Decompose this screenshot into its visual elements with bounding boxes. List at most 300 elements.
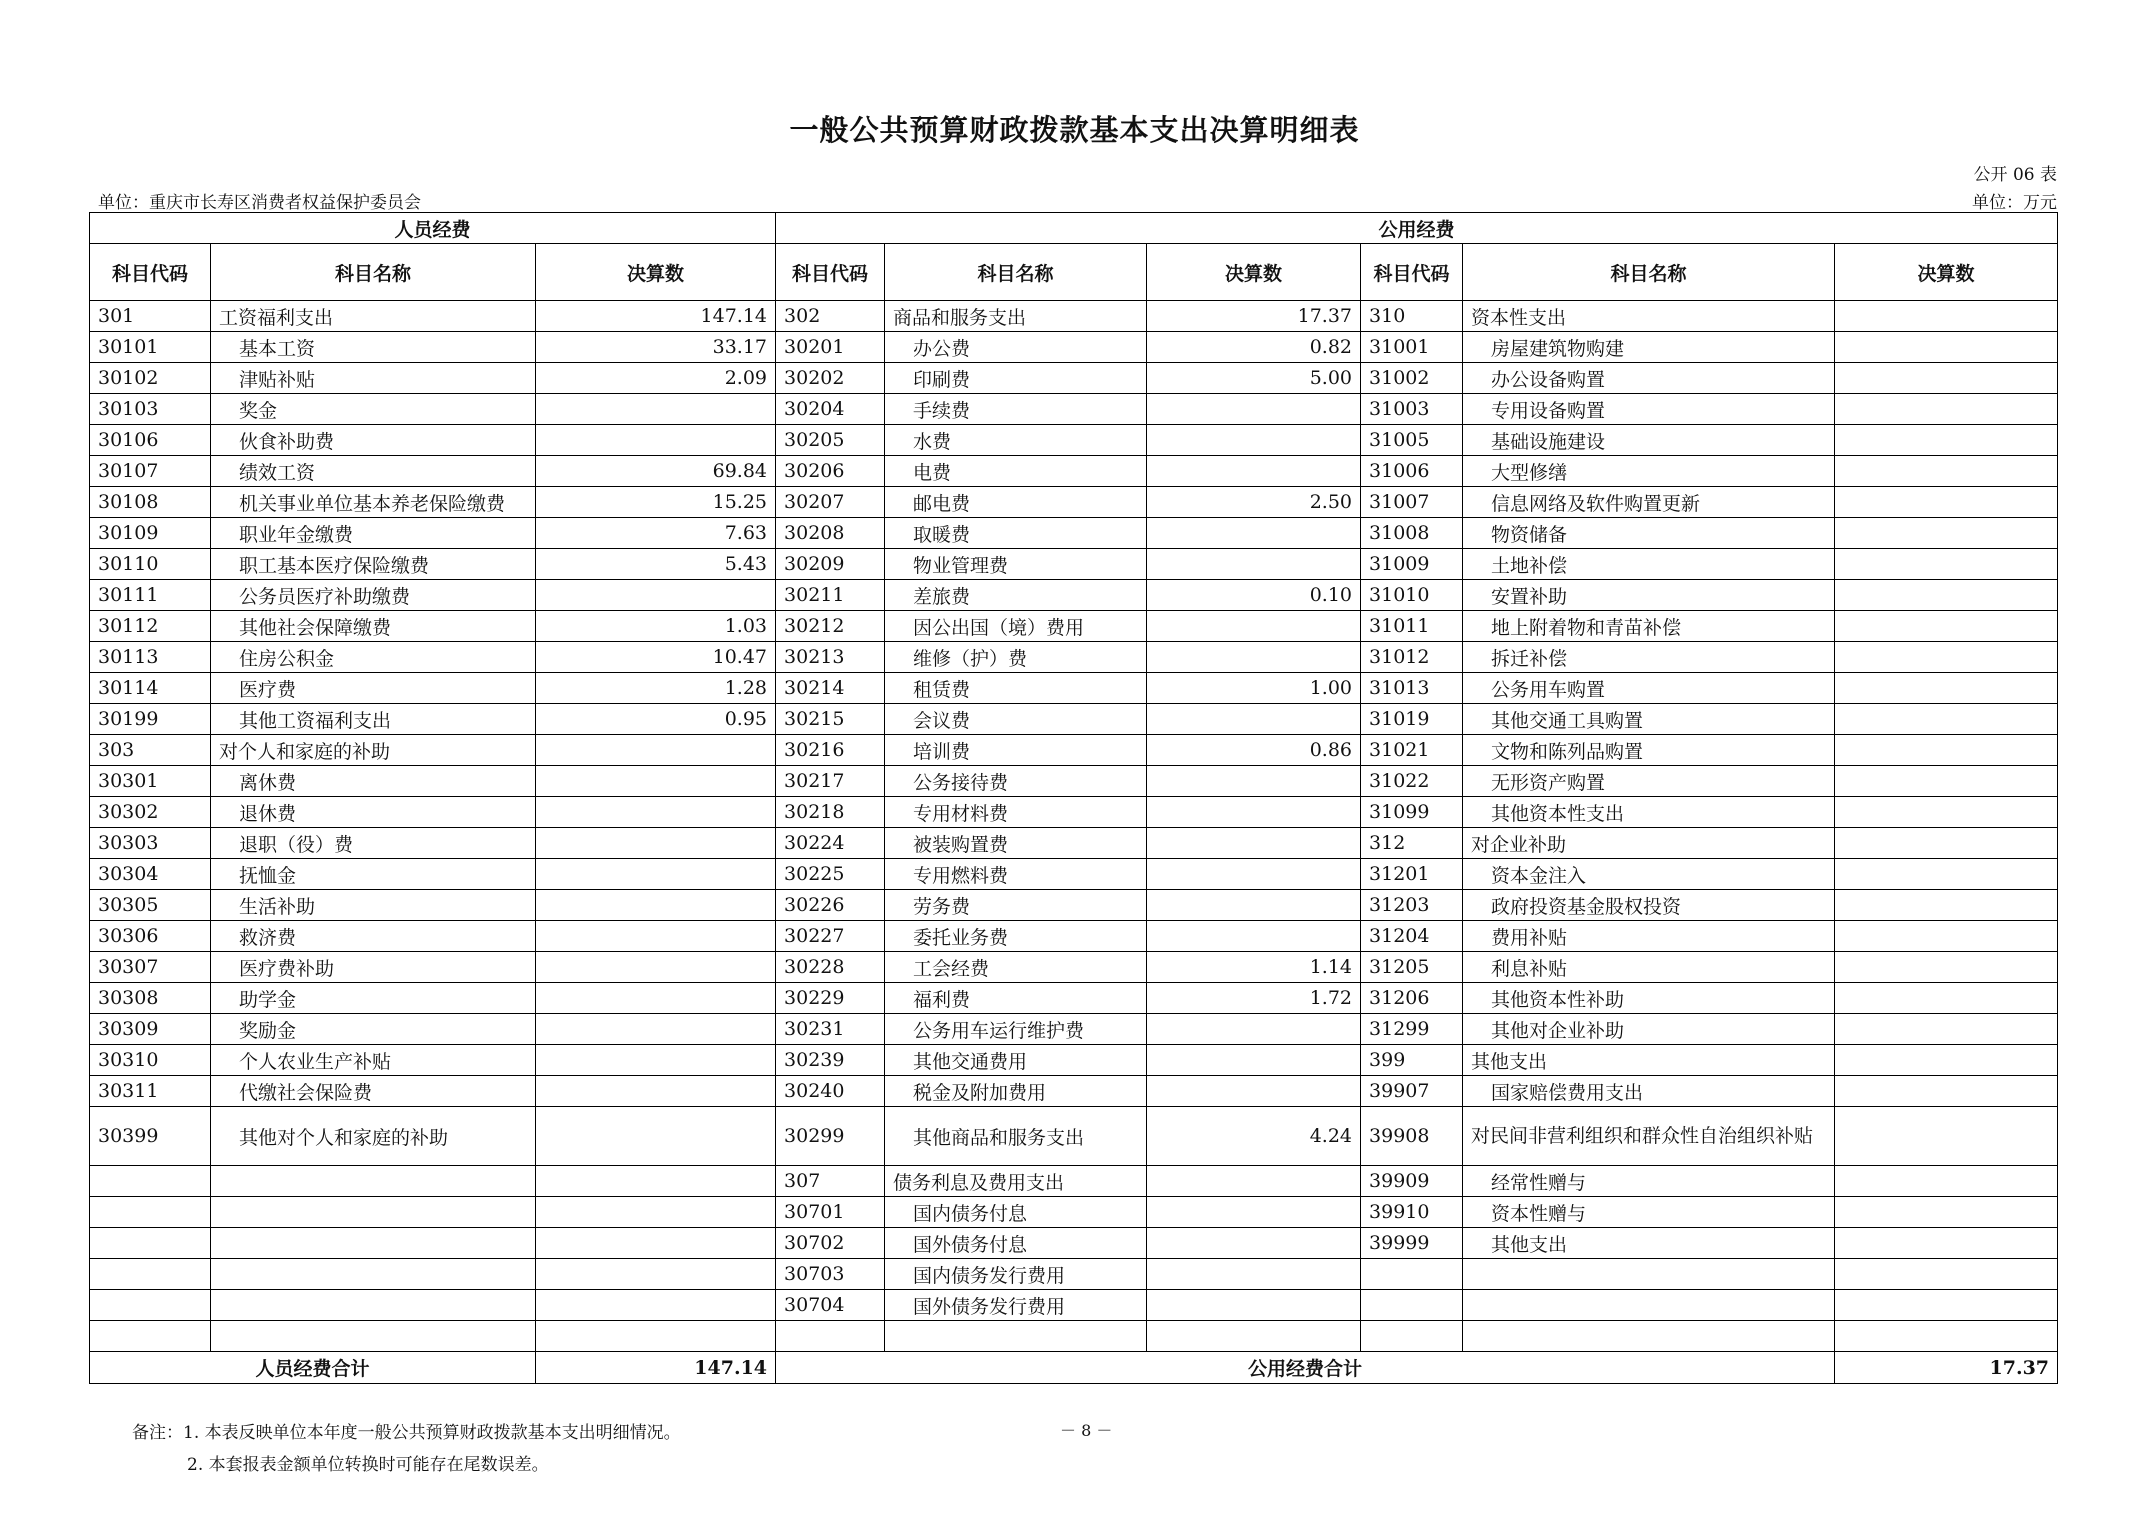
amount bbox=[536, 983, 776, 1014]
table-row bbox=[90, 890, 2058, 921]
amount bbox=[536, 766, 776, 797]
amount bbox=[1147, 642, 1361, 673]
subject-name: 机关事业单位基本养老保险缴费 bbox=[211, 487, 536, 518]
subject-code: 312 bbox=[1361, 828, 1463, 859]
subject-name: 会议费 bbox=[885, 704, 1147, 735]
table-row bbox=[90, 1197, 2058, 1228]
amount bbox=[1147, 1166, 1361, 1197]
currency-unit: 单位：万元 bbox=[1972, 193, 2057, 213]
amount: 0.95 bbox=[536, 704, 776, 735]
subject-code: 30113 bbox=[90, 642, 211, 673]
amount bbox=[1835, 549, 2058, 580]
subject-code: 39907 bbox=[1361, 1076, 1463, 1107]
subject-name: 职工基本医疗保险缴费 bbox=[211, 549, 536, 580]
amount bbox=[536, 890, 776, 921]
subject-code: 30704 bbox=[776, 1290, 885, 1321]
amount bbox=[1147, 828, 1361, 859]
table-row bbox=[90, 1107, 2058, 1166]
subject-name: 文物和陈列品购置 bbox=[1463, 735, 1835, 766]
page-number: － 8 － bbox=[1060, 1421, 1113, 1440]
amount bbox=[1835, 704, 2058, 735]
subject-code: 30107 bbox=[90, 456, 211, 487]
amount bbox=[536, 1076, 776, 1107]
subject-name: 被装购置费 bbox=[885, 828, 1147, 859]
subject-code: 39909 bbox=[1361, 1166, 1463, 1197]
amount bbox=[536, 952, 776, 983]
subject-code bbox=[1361, 1321, 1463, 1352]
subject-code: 30211 bbox=[776, 580, 885, 611]
subject-code bbox=[1361, 1290, 1463, 1321]
subject-name: 退职（役）费 bbox=[211, 828, 536, 859]
subject-code: 39908 bbox=[1361, 1107, 1463, 1166]
amount bbox=[1147, 549, 1361, 580]
amount bbox=[1147, 859, 1361, 890]
subject-name: 商品和服务支出 bbox=[885, 301, 1147, 332]
subject-name bbox=[211, 1166, 536, 1197]
amount bbox=[1835, 363, 2058, 394]
subject-code: 30304 bbox=[90, 859, 211, 890]
subject-name: 手续费 bbox=[885, 394, 1147, 425]
subject-name: 费用补贴 bbox=[1463, 921, 1835, 952]
subject-code bbox=[90, 1166, 211, 1197]
amount bbox=[1835, 332, 2058, 363]
subject-name: 物业管理费 bbox=[885, 549, 1147, 580]
amount bbox=[1835, 952, 2058, 983]
subject-code: 31006 bbox=[1361, 456, 1463, 487]
amount bbox=[1147, 518, 1361, 549]
subject-code: 31206 bbox=[1361, 983, 1463, 1014]
amount bbox=[1835, 518, 2058, 549]
subject-name: 代缴社会保险费 bbox=[211, 1076, 536, 1107]
subject-name bbox=[885, 1321, 1147, 1352]
subject-code: 30103 bbox=[90, 394, 211, 425]
subject-code: 31005 bbox=[1361, 425, 1463, 456]
subject-name: 劳务费 bbox=[885, 890, 1147, 921]
subject-name: 委托业务费 bbox=[885, 921, 1147, 952]
subject-code: 30101 bbox=[90, 332, 211, 363]
subject-code: 30231 bbox=[776, 1014, 885, 1045]
subject-code: 30208 bbox=[776, 518, 885, 549]
table-row bbox=[90, 301, 2058, 332]
amount: 5.00 bbox=[1147, 363, 1361, 394]
column-header-code: 科目代码 bbox=[1361, 244, 1463, 301]
reporting-unit: 单位：重庆市长寿区消费者权益保护委员会 bbox=[98, 193, 421, 213]
subject-name: 助学金 bbox=[211, 983, 536, 1014]
subject-code: 30224 bbox=[776, 828, 885, 859]
subject-name: 税金及附加费用 bbox=[885, 1076, 1147, 1107]
amount: 33.17 bbox=[536, 332, 776, 363]
subject-name: 救济费 bbox=[211, 921, 536, 952]
subject-code: 30311 bbox=[90, 1076, 211, 1107]
subject-code: 31299 bbox=[1361, 1014, 1463, 1045]
subject-code: 30306 bbox=[90, 921, 211, 952]
table-row bbox=[90, 487, 2058, 518]
subject-code bbox=[90, 1321, 211, 1352]
subject-name bbox=[211, 1290, 536, 1321]
amount bbox=[1147, 704, 1361, 735]
subject-name: 其他社会保障缴费 bbox=[211, 611, 536, 642]
subject-name: 其他资本性支出 bbox=[1463, 797, 1835, 828]
subject-code: 30202 bbox=[776, 363, 885, 394]
subject-name: 工会经费 bbox=[885, 952, 1147, 983]
subject-code: 31021 bbox=[1361, 735, 1463, 766]
amount: 5.43 bbox=[536, 549, 776, 580]
table-row bbox=[90, 921, 2058, 952]
table-row bbox=[90, 1076, 2058, 1107]
subject-code: 399 bbox=[1361, 1045, 1463, 1076]
subject-name: 租赁费 bbox=[885, 673, 1147, 704]
subject-name: 拆迁补偿 bbox=[1463, 642, 1835, 673]
amount bbox=[1835, 1045, 2058, 1076]
subject-code: 30309 bbox=[90, 1014, 211, 1045]
subject-name: 基本工资 bbox=[211, 332, 536, 363]
form-number: 公开 06 表 bbox=[1973, 165, 2057, 185]
subject-name: 住房公积金 bbox=[211, 642, 536, 673]
subject-code: 31013 bbox=[1361, 673, 1463, 704]
subject-code: 31007 bbox=[1361, 487, 1463, 518]
subject-name: 公务接待费 bbox=[885, 766, 1147, 797]
amount bbox=[1147, 1259, 1361, 1290]
amount bbox=[1147, 425, 1361, 456]
table-row bbox=[90, 363, 2058, 394]
amount bbox=[1835, 487, 2058, 518]
subject-name: 维修（护）费 bbox=[885, 642, 1147, 673]
amount: 1.72 bbox=[1147, 983, 1361, 1014]
subject-name: 差旅费 bbox=[885, 580, 1147, 611]
subject-name: 邮电费 bbox=[885, 487, 1147, 518]
amount bbox=[1835, 1197, 2058, 1228]
subject-code: 30240 bbox=[776, 1076, 885, 1107]
subject-name bbox=[1463, 1259, 1835, 1290]
subject-code: 30209 bbox=[776, 549, 885, 580]
amount bbox=[1835, 1228, 2058, 1259]
subject-name: 其他对个人和家庭的补助 bbox=[211, 1107, 536, 1166]
subject-code: 31010 bbox=[1361, 580, 1463, 611]
subject-code: 301 bbox=[90, 301, 211, 332]
amount bbox=[1835, 1290, 2058, 1321]
amount: 4.24 bbox=[1147, 1107, 1361, 1166]
table-row bbox=[90, 766, 2058, 797]
subject-code: 30299 bbox=[776, 1107, 885, 1166]
subject-code: 30301 bbox=[90, 766, 211, 797]
subject-name: 取暖费 bbox=[885, 518, 1147, 549]
subject-name: 信息网络及软件购置更新 bbox=[1463, 487, 1835, 518]
table-row bbox=[90, 704, 2058, 735]
subject-name: 土地补偿 bbox=[1463, 549, 1835, 580]
amount: 15.25 bbox=[536, 487, 776, 518]
subject-name: 国外债务发行费用 bbox=[885, 1290, 1147, 1321]
subject-name bbox=[211, 1259, 536, 1290]
subject-code: 31011 bbox=[1361, 611, 1463, 642]
subject-code: 30112 bbox=[90, 611, 211, 642]
amount bbox=[536, 797, 776, 828]
subject-code: 30213 bbox=[776, 642, 885, 673]
subject-name: 其他交通费用 bbox=[885, 1045, 1147, 1076]
amount: 2.09 bbox=[536, 363, 776, 394]
subject-code: 30305 bbox=[90, 890, 211, 921]
table-row bbox=[90, 983, 2058, 1014]
subject-code bbox=[90, 1228, 211, 1259]
subject-name: 职业年金缴费 bbox=[211, 518, 536, 549]
subject-name: 医疗费 bbox=[211, 673, 536, 704]
public-total-label: 公用经费合计 bbox=[776, 1352, 1835, 1384]
amount bbox=[1147, 1197, 1361, 1228]
subject-name: 地上附着物和青苗补偿 bbox=[1463, 611, 1835, 642]
subject-name: 利息补贴 bbox=[1463, 952, 1835, 983]
subject-name: 物资储备 bbox=[1463, 518, 1835, 549]
amount: 10.47 bbox=[536, 642, 776, 673]
column-header-code: 科目代码 bbox=[776, 244, 885, 301]
subject-name: 政府投资基金股权投资 bbox=[1463, 890, 1835, 921]
subject-name: 对个人和家庭的补助 bbox=[211, 735, 536, 766]
amount bbox=[1147, 456, 1361, 487]
table-row bbox=[90, 1228, 2058, 1259]
column-header-amount: 决算数 bbox=[536, 244, 776, 301]
subject-name: 债务利息及费用支出 bbox=[885, 1166, 1147, 1197]
amount bbox=[536, 1290, 776, 1321]
subject-code: 39910 bbox=[1361, 1197, 1463, 1228]
amount bbox=[1835, 642, 2058, 673]
subject-name: 经常性赠与 bbox=[1463, 1166, 1835, 1197]
subject-name: 资本性赠与 bbox=[1463, 1197, 1835, 1228]
amount: 0.10 bbox=[1147, 580, 1361, 611]
amount bbox=[536, 1197, 776, 1228]
subject-name: 无形资产购置 bbox=[1463, 766, 1835, 797]
totals-row bbox=[90, 1352, 2058, 1384]
table-row bbox=[90, 828, 2058, 859]
amount bbox=[1835, 673, 2058, 704]
amount: 1.14 bbox=[1147, 952, 1361, 983]
amount bbox=[536, 1045, 776, 1076]
subject-code: 30701 bbox=[776, 1197, 885, 1228]
subject-code: 302 bbox=[776, 301, 885, 332]
subject-name: 工资福利支出 bbox=[211, 301, 536, 332]
table-row bbox=[90, 456, 2058, 487]
subject-name: 其他支出 bbox=[1463, 1228, 1835, 1259]
table-row bbox=[90, 332, 2058, 363]
amount bbox=[1147, 921, 1361, 952]
subject-name: 离休费 bbox=[211, 766, 536, 797]
subject-code bbox=[776, 1321, 885, 1352]
public-total-value: 17.37 bbox=[1835, 1352, 2058, 1384]
amount: 1.03 bbox=[536, 611, 776, 642]
amount bbox=[1835, 301, 2058, 332]
subject-name: 办公费 bbox=[885, 332, 1147, 363]
subject-code: 30225 bbox=[776, 859, 885, 890]
subject-code: 30102 bbox=[90, 363, 211, 394]
column-header-amount: 决算数 bbox=[1147, 244, 1361, 301]
table-row bbox=[90, 611, 2058, 642]
amount bbox=[536, 1166, 776, 1197]
amount bbox=[1147, 611, 1361, 642]
amount bbox=[1147, 1290, 1361, 1321]
subject-code: 30109 bbox=[90, 518, 211, 549]
column-header-name: 科目名称 bbox=[1463, 244, 1835, 301]
personnel-total-value: 147.14 bbox=[536, 1352, 776, 1384]
subject-name: 培训费 bbox=[885, 735, 1147, 766]
amount bbox=[1835, 611, 2058, 642]
subject-code bbox=[1361, 1259, 1463, 1290]
subject-name: 对企业补助 bbox=[1463, 828, 1835, 859]
subject-name: 退休费 bbox=[211, 797, 536, 828]
subject-code: 30228 bbox=[776, 952, 885, 983]
subject-name bbox=[1463, 1290, 1835, 1321]
subject-code: 30110 bbox=[90, 549, 211, 580]
table-row bbox=[90, 1014, 2058, 1045]
subject-name: 生活补助 bbox=[211, 890, 536, 921]
subject-code: 31009 bbox=[1361, 549, 1463, 580]
amount bbox=[536, 394, 776, 425]
subject-code bbox=[90, 1259, 211, 1290]
amount bbox=[1147, 890, 1361, 921]
amount bbox=[1835, 890, 2058, 921]
table-row bbox=[90, 735, 2058, 766]
amount bbox=[1835, 828, 2058, 859]
subject-name: 其他资本性补助 bbox=[1463, 983, 1835, 1014]
subject-code: 31008 bbox=[1361, 518, 1463, 549]
subject-code: 30218 bbox=[776, 797, 885, 828]
amount bbox=[1835, 1321, 2058, 1352]
subject-code: 30703 bbox=[776, 1259, 885, 1290]
subject-code bbox=[90, 1290, 211, 1321]
subject-code: 31204 bbox=[1361, 921, 1463, 952]
subject-code: 31001 bbox=[1361, 332, 1463, 363]
column-header-name: 科目名称 bbox=[885, 244, 1147, 301]
amount: 17.37 bbox=[1147, 301, 1361, 332]
subject-code: 30215 bbox=[776, 704, 885, 735]
subject-name: 办公设备购置 bbox=[1463, 363, 1835, 394]
subject-name: 大型修缮 bbox=[1463, 456, 1835, 487]
amount: 1.00 bbox=[1147, 673, 1361, 704]
subject-code: 31019 bbox=[1361, 704, 1463, 735]
amount bbox=[536, 735, 776, 766]
amount: 0.82 bbox=[1147, 332, 1361, 363]
table-row bbox=[90, 1290, 2058, 1321]
table-row bbox=[90, 518, 2058, 549]
amount bbox=[1835, 1166, 2058, 1197]
amount bbox=[1835, 766, 2058, 797]
column-header-name: 科目名称 bbox=[211, 244, 536, 301]
table-row bbox=[90, 1045, 2058, 1076]
page-title: 一般公共预算财政拨款基本支出决算明细表 bbox=[789, 113, 1360, 147]
subject-name: 专用设备购置 bbox=[1463, 394, 1835, 425]
subject-code: 31012 bbox=[1361, 642, 1463, 673]
subject-code: 30227 bbox=[776, 921, 885, 952]
table-row bbox=[90, 642, 2058, 673]
amount bbox=[1835, 456, 2058, 487]
subject-name: 医疗费补助 bbox=[211, 952, 536, 983]
subject-code: 31003 bbox=[1361, 394, 1463, 425]
amount bbox=[1835, 425, 2058, 456]
group-header-public: 公用经费 bbox=[776, 213, 2058, 244]
subject-name: 公务员医疗补助缴费 bbox=[211, 580, 536, 611]
subject-name bbox=[1463, 1321, 1835, 1352]
subject-code: 31205 bbox=[1361, 952, 1463, 983]
amount bbox=[536, 859, 776, 890]
subject-name: 抚恤金 bbox=[211, 859, 536, 890]
amount bbox=[536, 1321, 776, 1352]
amount bbox=[1835, 1259, 2058, 1290]
amount bbox=[1147, 766, 1361, 797]
subject-name: 其他交通工具购置 bbox=[1463, 704, 1835, 735]
subject-name: 印刷费 bbox=[885, 363, 1147, 394]
amount bbox=[536, 1107, 776, 1166]
subject-code: 30206 bbox=[776, 456, 885, 487]
subject-code: 307 bbox=[776, 1166, 885, 1197]
table-row bbox=[90, 580, 2058, 611]
subject-code: 30310 bbox=[90, 1045, 211, 1076]
subject-code: 30212 bbox=[776, 611, 885, 642]
subject-code: 30199 bbox=[90, 704, 211, 735]
subject-code: 30302 bbox=[90, 797, 211, 828]
subject-code: 30229 bbox=[776, 983, 885, 1014]
subject-name: 其他工资福利支出 bbox=[211, 704, 536, 735]
amount: 0.86 bbox=[1147, 735, 1361, 766]
amount bbox=[536, 1014, 776, 1045]
group-header-personnel: 人员经费 bbox=[90, 213, 776, 244]
table-row bbox=[90, 549, 2058, 580]
amount bbox=[1147, 394, 1361, 425]
subject-name: 国内债务发行费用 bbox=[885, 1259, 1147, 1290]
amount bbox=[1835, 735, 2058, 766]
subject-code: 30307 bbox=[90, 952, 211, 983]
amount bbox=[1835, 580, 2058, 611]
subject-name: 奖励金 bbox=[211, 1014, 536, 1045]
note-2: 2. 本套报表金额单位转换时可能存在尾数误差。 bbox=[187, 1455, 549, 1475]
subject-name bbox=[211, 1321, 536, 1352]
amount: 7.63 bbox=[536, 518, 776, 549]
subject-name: 资本性支出 bbox=[1463, 301, 1835, 332]
table-row bbox=[90, 859, 2058, 890]
amount bbox=[1835, 859, 2058, 890]
subject-name bbox=[211, 1197, 536, 1228]
amount: 147.14 bbox=[536, 301, 776, 332]
subject-name: 因公出国（境）费用 bbox=[885, 611, 1147, 642]
subject-name: 津贴补贴 bbox=[211, 363, 536, 394]
amount bbox=[536, 1259, 776, 1290]
subject-code: 31099 bbox=[1361, 797, 1463, 828]
subject-code: 30106 bbox=[90, 425, 211, 456]
table-row bbox=[90, 394, 2058, 425]
subject-code: 30702 bbox=[776, 1228, 885, 1259]
table-row bbox=[90, 1321, 2058, 1352]
subject-code: 30217 bbox=[776, 766, 885, 797]
amount bbox=[1835, 394, 2058, 425]
subject-name bbox=[211, 1228, 536, 1259]
subject-code: 30205 bbox=[776, 425, 885, 456]
subject-name: 其他商品和服务支出 bbox=[885, 1107, 1147, 1166]
amount bbox=[536, 425, 776, 456]
subject-name: 资本金注入 bbox=[1463, 859, 1835, 890]
subject-name: 公务用车购置 bbox=[1463, 673, 1835, 704]
amount bbox=[1835, 1014, 2058, 1045]
subject-name: 福利费 bbox=[885, 983, 1147, 1014]
subject-code: 30204 bbox=[776, 394, 885, 425]
amount bbox=[1835, 921, 2058, 952]
table-row bbox=[90, 1166, 2058, 1197]
subject-code: 30399 bbox=[90, 1107, 211, 1166]
amount bbox=[1147, 1321, 1361, 1352]
subject-code: 30108 bbox=[90, 487, 211, 518]
table-row bbox=[90, 1259, 2058, 1290]
amount bbox=[1835, 1076, 2058, 1107]
subject-name: 专用材料费 bbox=[885, 797, 1147, 828]
subject-name: 个人农业生产补贴 bbox=[211, 1045, 536, 1076]
amount bbox=[1147, 1045, 1361, 1076]
subject-name: 国内债务付息 bbox=[885, 1197, 1147, 1228]
subject-name: 对民间非营利组织和群众性自治组织补贴 bbox=[1463, 1107, 1835, 1166]
subject-code: 310 bbox=[1361, 301, 1463, 332]
